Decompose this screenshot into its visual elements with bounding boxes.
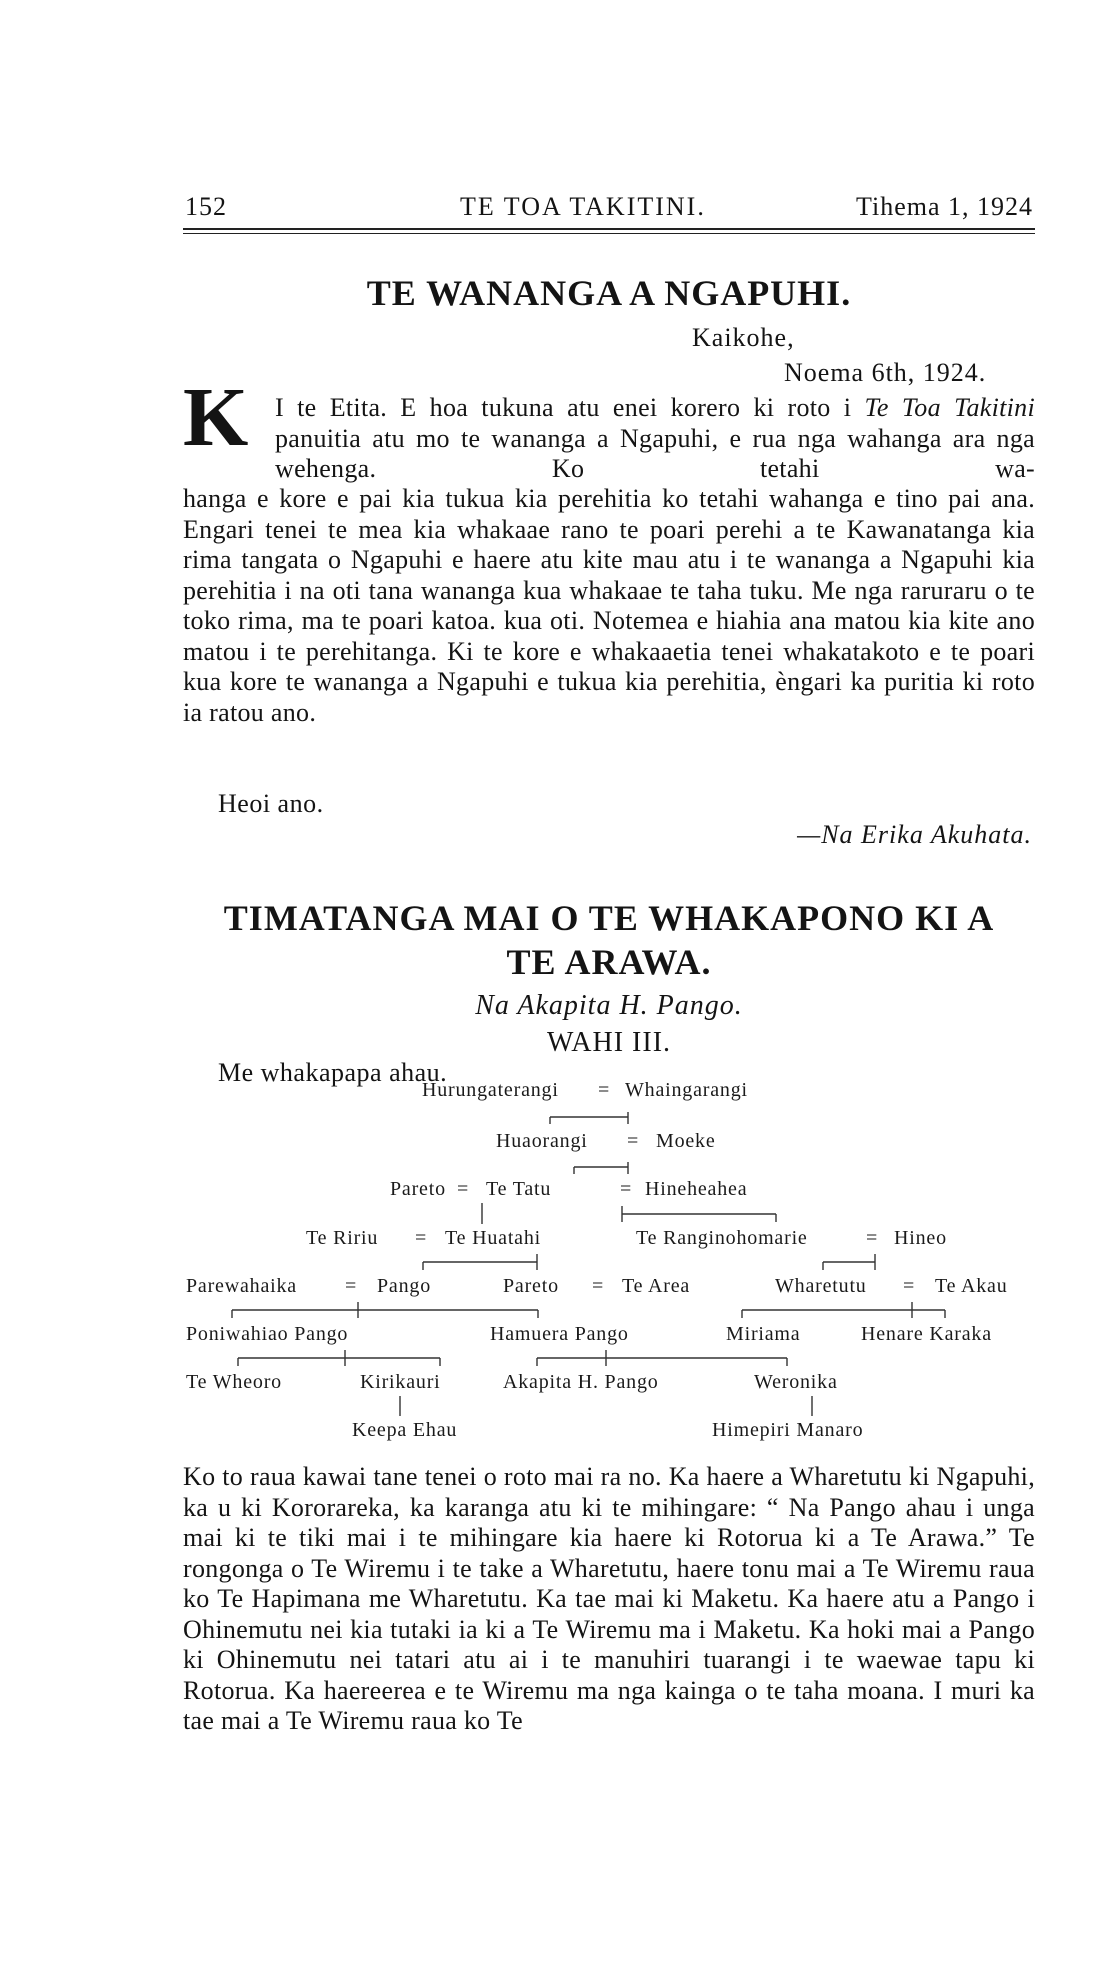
- title-line-2: TE ARAWA.: [506, 942, 712, 982]
- name-te-ririu: Te Ririu: [306, 1227, 379, 1249]
- name-te-ranginohomarie: Te Ranginohomarie: [636, 1227, 808, 1249]
- article-2-body: Ko to raua kawai tane tenei o roto mai ra no. Ka haere a Wharetutu ki Ngapuhi, ka u ki Kororareka, ka karanga atu ki te mihingare: “ Na Pango ahau i unga mai ki te tiki mai i te mihingare kia haere ki Rotorua ki a Te Arawa.” Te rongonga o Te Wiremu i te take a Wharetutu, haere tonu mai a Te Wiremu raua ko Te Hapimana me Wharetutu. Ka tae mai ki Maketu. Ka haere atu a Pango i Ohinemutu nei kia tutaki ia ki a Te Wiremu ma i Maketu. Ka hoki mai a Pango ki Ohinemutu nei tatari atu ai i te manuhiri tuarangi i te waewae tapu ki Rotorua. Ka haereerea e te Wiremu ma nga kainga o te taha moana. I muri ka tae mai a Te Wiremu raua ko Te: [183, 1462, 1035, 1735]
- magazine-title: TE TOA TAKITINI.: [460, 192, 706, 221]
- name-huaorangi: Huaorangi: [496, 1130, 588, 1152]
- name-te-huatahi: Te Huatahi: [445, 1227, 542, 1249]
- name-pango: Pango: [377, 1275, 431, 1297]
- name-kirikauri: Kirikauri: [360, 1371, 441, 1393]
- intro-line: Me whakapapa ahau.: [218, 1058, 448, 1087]
- name-weronika: Weronika: [754, 1371, 838, 1393]
- magazine-name-italic: Te Toa Takitini: [864, 393, 1035, 422]
- lead-text-a: I te Etita. E hoa tukuna atu enei korero ki roto i: [275, 393, 865, 422]
- name-moeke: Moeke: [656, 1130, 716, 1152]
- marriage-sign: =: [415, 1227, 428, 1249]
- marriage-sign: =: [598, 1079, 611, 1101]
- letter-date: Noema 6th, 1924.: [784, 358, 987, 387]
- name-te-akau: Te Akau: [935, 1275, 1008, 1297]
- marriage-sign: =: [903, 1275, 916, 1297]
- article-author: Na Akapita H. Pango.: [475, 990, 743, 1021]
- name-hamuera-pango: Hamuera Pango: [490, 1323, 629, 1345]
- letter-place: Kaikohe,: [692, 323, 795, 352]
- article-title: TE WANANGA A NGAPUHI.: [366, 273, 852, 313]
- lead-text-b: panuitia atu mo te wananga a Ngapuhi, e rua nga wahanga ara nga wehenga. Ko tetahi wa-: [275, 423, 1035, 483]
- name-pareto-2: Pareto: [503, 1275, 559, 1297]
- marriage-sign: =: [620, 1178, 633, 1200]
- name-te-area: Te Area: [622, 1275, 691, 1297]
- name-hineo: Hineo: [894, 1227, 947, 1249]
- marriage-sign: =: [457, 1178, 470, 1200]
- closing-line: Heoi ano.: [218, 789, 324, 818]
- name-pareto: Pareto: [390, 1178, 446, 1200]
- article-body: hanga e kore e pai kia tukua kia perehitia ko tetahi wahanga e tino pai ana. Engari tenei te mea kia whakaae rano te poari perehi a te Kawanatanga kia rima tangata o Ngapuhi e haere atu kite mau atu i te wananga a Ngapuhi kia perehitia i na oti tana wananga kua whakaae te taha tuku. Me nga raruraru o te toko rima, ma te poari katoa. kua oti. Notemea e hiahia ana matou kia kite ano matou i te perehitanga. Ki te kore e whakaaetia tenei whakatakoto e te poari kua kore te wananga a Ngapuhi e tukua kia perehitia, èngari ka puritia ki roto ia ratou ano.: [183, 484, 1035, 727]
- signature: —Na Erika Akuhata.: [797, 820, 1032, 849]
- part-heading: WAHI III.: [546, 1027, 672, 1058]
- name-hurungaterangi: Hurungaterangi: [422, 1079, 559, 1101]
- marriage-sign: =: [627, 1130, 640, 1152]
- name-whaingarangi: Whaingarangi: [625, 1079, 748, 1101]
- name-poniwahiao-pango: Poniwahiao Pango: [186, 1323, 349, 1345]
- name-miriama: Miriama: [726, 1323, 801, 1345]
- name-parewahaika: Parewahaika: [186, 1275, 297, 1297]
- name-akapita-h-pango: Akapita H. Pango: [503, 1371, 659, 1393]
- name-keepa-ehau: Keepa Ehau: [352, 1419, 458, 1441]
- marriage-sign: =: [345, 1275, 358, 1297]
- name-henare-karaka: Henare Karaka: [861, 1323, 992, 1345]
- name-te-wheoro: Te Wheoro: [186, 1371, 282, 1393]
- name-hineheahea: Hineheahea: [645, 1178, 748, 1200]
- name-te-tatu: Te Tatu: [486, 1178, 552, 1200]
- name-wharetutu: Wharetutu: [775, 1275, 867, 1297]
- title-line-1: TIMATANGA MAI O TE WHAKAPONO KI A: [223, 898, 995, 938]
- name-himepiri-manaro: Himepiri Manaro: [712, 1419, 864, 1441]
- marriage-sign: =: [592, 1275, 605, 1297]
- marriage-sign: =: [866, 1227, 879, 1249]
- issue-date: Tihema 1, 1924: [856, 192, 1033, 221]
- page-number: 152: [185, 192, 227, 221]
- drop-cap: K: [183, 371, 249, 464]
